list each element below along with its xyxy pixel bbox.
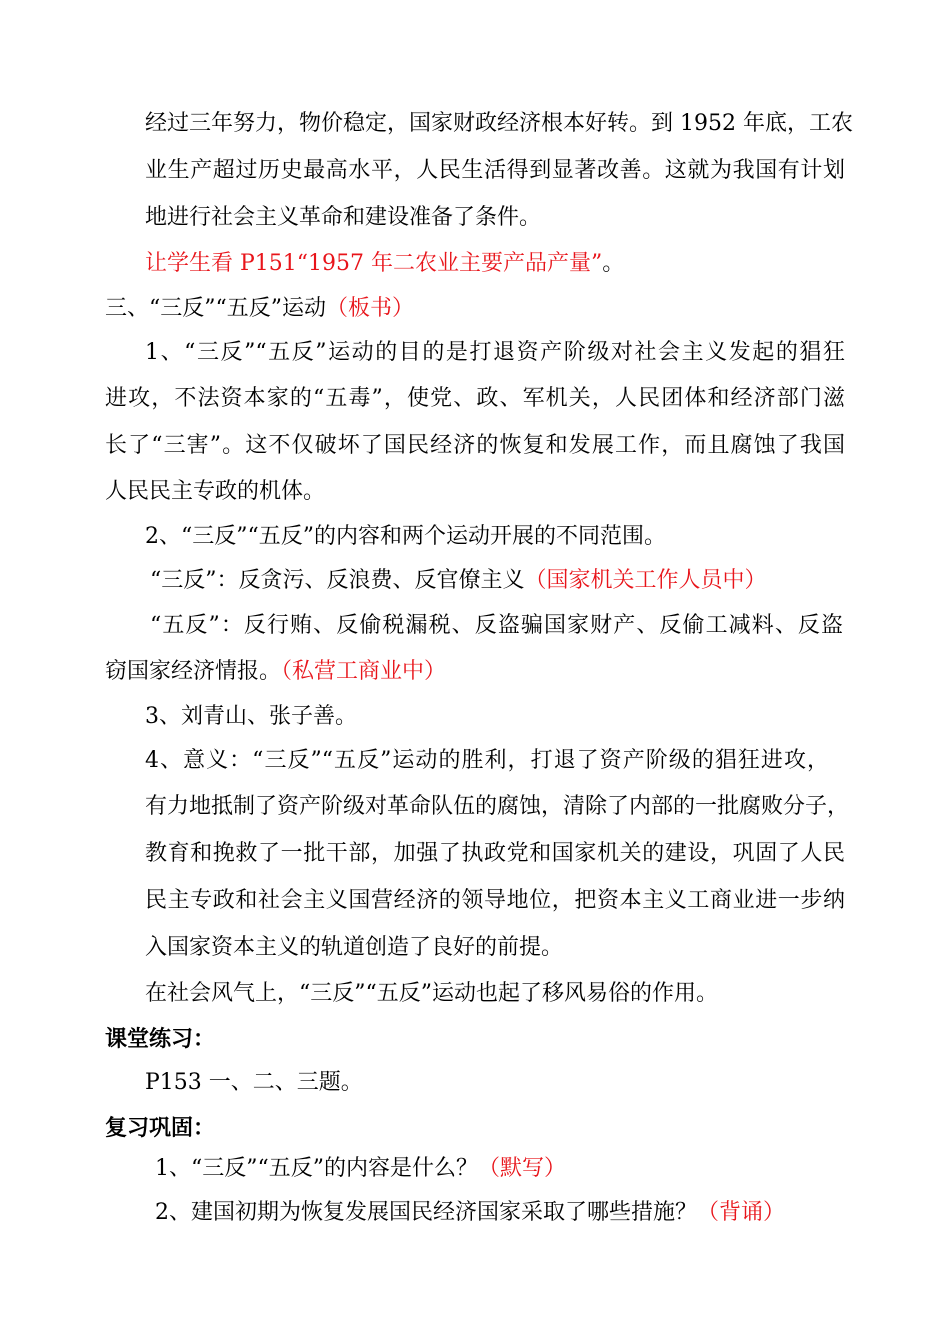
text-run: 业生产超过历史最高水平，人民生活得到显著改善。这就为我国有计划 [145, 158, 845, 183]
text-run: 长了“三害”。这不仅破坏了国民经济的恢复和发展工作，而且腐蚀了我国 [105, 433, 845, 458]
question-text: 1、“三反”“五反”的内容是什么？ [155, 1156, 478, 1181]
heading-text: 课堂练习： [105, 1026, 216, 1052]
practice-item [145, 1068, 363, 1098]
text-run: P153 一、二、三题。 [145, 1070, 363, 1095]
paragraph-line [145, 979, 718, 1009]
scope-note: （私营工商业中） [281, 659, 447, 684]
practice-heading [105, 1024, 215, 1054]
text-run: 窃国家经济情报。 [105, 659, 282, 684]
question-text: 2、建国初期为恢复发展国民经济国家采取了哪些措施？ [155, 1200, 697, 1225]
text-run: 教育和挽救了一批干部，加强了执政党和国家机关的建设，巩固了人民 [145, 841, 845, 866]
text-run: “五反”：反行贿、反偷税漏税、反盗骗国家财产、反偷工减料、反盗 [150, 613, 843, 638]
paragraph-line [145, 203, 541, 233]
paragraph-line [105, 384, 845, 414]
text-run: 在社会风气上，“三反”“五反”运动也起了移风易俗的作用。 [145, 981, 718, 1006]
paragraph-line [145, 156, 845, 186]
review-question-2 [155, 1198, 785, 1228]
paragraph-line [105, 431, 845, 461]
paragraph-line [145, 933, 563, 963]
text-run: 经过三年努力，物价稳定，国家财政经济根本好转。到 1952 年底，工农 [145, 111, 853, 136]
text-run: 地进行社会主义革命和建设准备了条件。 [145, 205, 542, 230]
text-run: 人民民主专政的机体。 [105, 479, 326, 504]
text-run: 有力地抵制了资产阶级对革命队伍的腐蚀，清除了内部的一批腐败分子， [145, 794, 850, 819]
text-run: 。 [602, 251, 625, 276]
text-run: 进攻，不法资本家的“五毒”，使党、政、军机关，人民团体和经济部门滋 [105, 386, 845, 411]
paragraph-line [105, 477, 325, 507]
paragraph-line [145, 839, 845, 869]
text-run: 入国家资本主义的轨道创造了良好的前提。 [145, 935, 564, 960]
wufan-line [105, 657, 446, 687]
instruction-text: 让学生看 P151“1957 年二农业主要产品产量” [145, 251, 603, 276]
method-note: （背诵） [697, 1200, 786, 1225]
scope-note: （国家机关工作人员中） [524, 568, 767, 593]
wufan-line [150, 611, 843, 641]
paragraph-line [145, 702, 357, 732]
paragraph-line [145, 792, 850, 822]
sanfan-line [150, 566, 767, 596]
paragraph-line [145, 522, 666, 552]
board-note: （板书） [326, 296, 415, 321]
section-title: 三、“三反”“五反”运动 [105, 296, 326, 321]
text-run: “三反”：反贪污、反浪费、反官僚主义 [150, 568, 525, 593]
text-run: 4、意义：“三反”“五反”运动的胜利，打退了资产阶级的猖狂进攻， [145, 748, 829, 773]
paragraph-line [145, 338, 845, 368]
text-run: 2、“三反”“五反”的内容和两个运动开展的不同范围。 [145, 524, 666, 549]
method-note: （默写） [478, 1156, 567, 1181]
review-question-1 [155, 1154, 566, 1184]
heading-text: 复习巩固： [105, 1115, 216, 1141]
text-run: 3、刘青山、张子善。 [145, 704, 357, 729]
text-run: 民主专政和社会主义国营经济的领导地位，把资本主义工商业进一步纳 [145, 888, 845, 913]
paragraph-line [145, 109, 853, 139]
text-run: 1、“三反”“五反”运动的目的是打退资产阶级对社会主义发起的猖狂 [145, 340, 845, 365]
paragraph-line [145, 886, 845, 916]
review-heading [105, 1113, 215, 1143]
section-heading [105, 294, 414, 324]
teacher-instruction [145, 249, 624, 279]
paragraph-line [145, 746, 829, 776]
